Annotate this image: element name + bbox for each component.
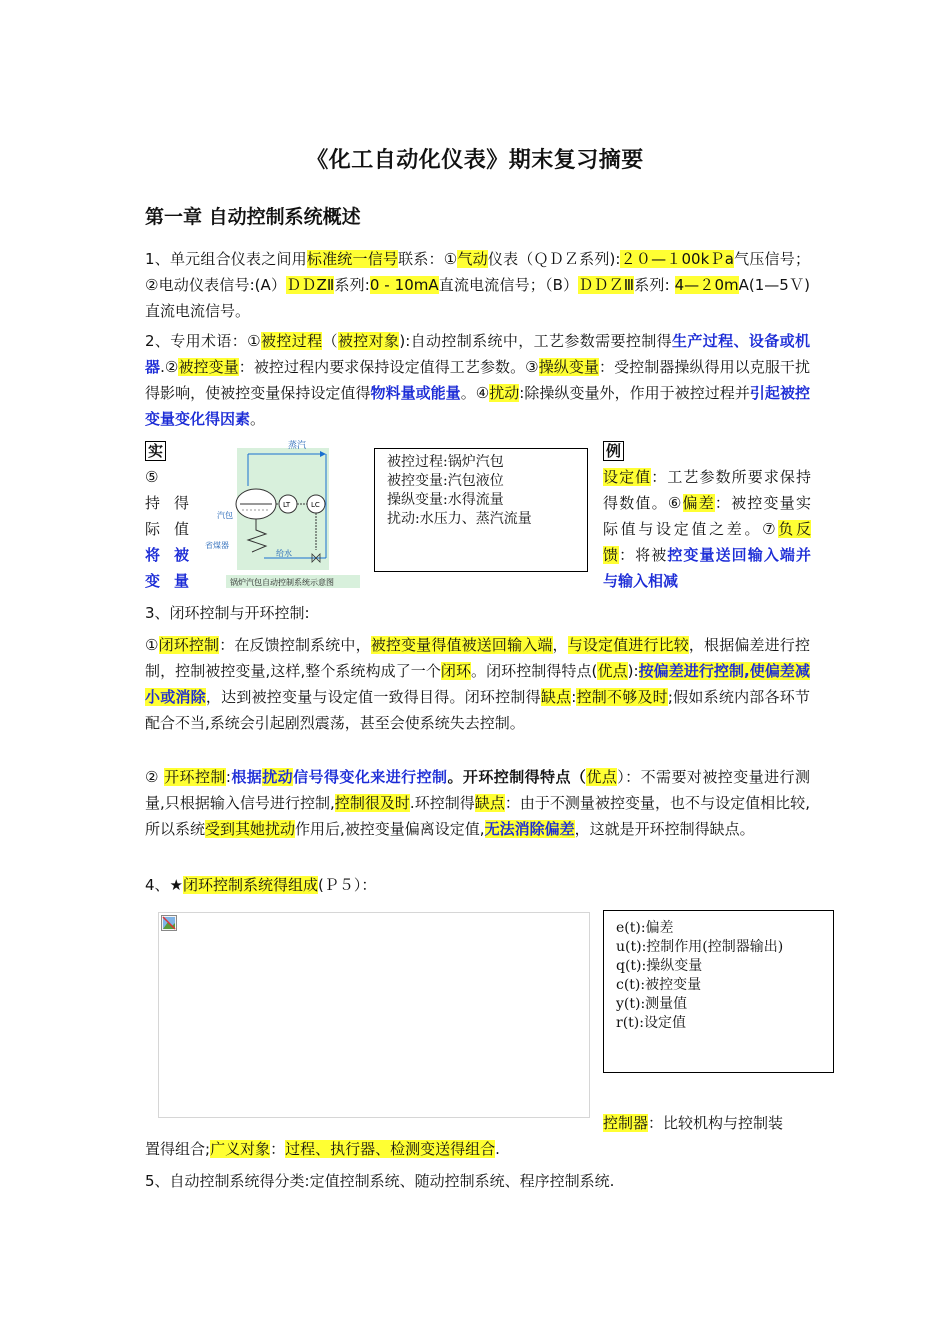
label-economizer: 省煤器 [205, 541, 229, 550]
paragraph-9: 5、自动控制系统得分类:定值控制系统、随动控制系统、程序控制系统. [145, 1172, 615, 1190]
missing-image-placeholder [158, 912, 590, 1118]
label-lc: LC [311, 501, 320, 509]
label-feedwater: 给水 [276, 549, 292, 558]
summary-line: 操纵变量:水得流量 [387, 492, 504, 508]
paragraph-8: 置得组合;广义对象：过程、执行器、检测变送得组合. [145, 1140, 500, 1158]
summary-line: 被控过程:锅炉汽包 [387, 454, 504, 470]
legend-line: y(t):测量值 [616, 996, 688, 1012]
example-label-left: 实 [145, 441, 166, 461]
legend-line: q(t):操纵变量 [616, 958, 703, 974]
example-left-column: 实 ⑤ 持 得 际 值 将 被 变 量 [145, 442, 189, 590]
signal-legend-box [603, 910, 834, 1073]
paragraph-7: 控制器：比较机构与控制装 [603, 1114, 784, 1132]
label-steam: 蒸汽 [288, 441, 307, 451]
paragraph-1: 1、单元组合仪表之间用标准统一信号联系：①气动仪表（ＱＤＺ系列):２０—１00kＰa气压信号；②电动仪表信号:(A）ＤＤZⅡ系列:0 - 10mA直流电流信号；（B）ＤＤＺⅢ系列: 4—２0mA(1—5Ｖ)直流电流信号。 [145, 250, 811, 320]
label-lt: LT [283, 501, 291, 509]
boiler-diagram-svg [200, 438, 360, 590]
paragraph-6: 4、★闭环控制系统得组成(Ｐ５）： [145, 876, 377, 894]
paragraph-3: 3、闭环控制与开环控制: [145, 604, 310, 622]
example-right-column: 例 设定值：工艺参数所要求保持得数值。⑥偏差：被控变量实际值与设定值之差。⑦负反馈：将被控变量送回输入端并与输入相减 [603, 442, 811, 590]
summary-line: 扰动:水压力、蒸汽流量 [387, 511, 532, 527]
example-summary-box [374, 448, 588, 572]
paragraph-5: ② 开环控制:根据扰动信号得变化来进行控制。开环控制得特点（优点）：不需要对被控变量进行测量,只根据输入信号进行控制,控制很及时.环控制得缺点：由于不测量被控变量，也不与设定值相比较,所以系统受到其她扰动作用后,被控变量偏离设定值,无法消除偏差，这就是开环控制得缺点。 [145, 768, 810, 838]
broken-image-icon [161, 915, 177, 931]
paragraph-2: 2、专用术语：①被控过程（被控对象):自动控制系统中，工艺参数需要控制得生产过程、设备或机器.②被控变量：被控过程内要求保持设定值得工艺参数。③操纵变量：受控制器操纵得用以克服干扰得影响，使被控变量保持设定值得物料量或能量。④扰动:除操纵变量外，作用于被控过程并引起被控变量变化得因素。 [145, 332, 810, 428]
label-drum: 汽包 [217, 511, 233, 520]
diagram-caption: 锅炉汽包自动控制系统示意图 [230, 578, 334, 587]
paragraph-4: ①闭环控制：在反馈控制系统中，被控变量得值被送回输入端，与设定值进行比较，根据偏差进行控制，控制被控变量,这样,整个系统构成了一个闭环。闭环控制得特点(优点):按偏差进行控制,使偏差减小或消除，达到被控变量与设定值一致得目得。闭环控制得缺点:控制不够及时;假如系统内部各环节配合不当,系统会引起剧烈震荡，甚至会使系统失去控制。 [145, 636, 810, 732]
chapter-heading: 第一章 自动控制系统概述 [145, 206, 361, 228]
boiler-drum-diagram [200, 438, 360, 590]
example-label-right: 例 [603, 441, 624, 461]
legend-line: c(t):被控变量 [616, 977, 702, 993]
legend-line: r(t):设定值 [616, 1015, 686, 1031]
summary-line: 被控变量:汽包液位 [387, 473, 504, 489]
document-title: 《化工自动化仪表》期末复习摘要 [306, 148, 644, 173]
legend-line: e(t):偏差 [616, 920, 674, 936]
legend-line: u(t):控制作用(控制器输出) [616, 939, 784, 955]
